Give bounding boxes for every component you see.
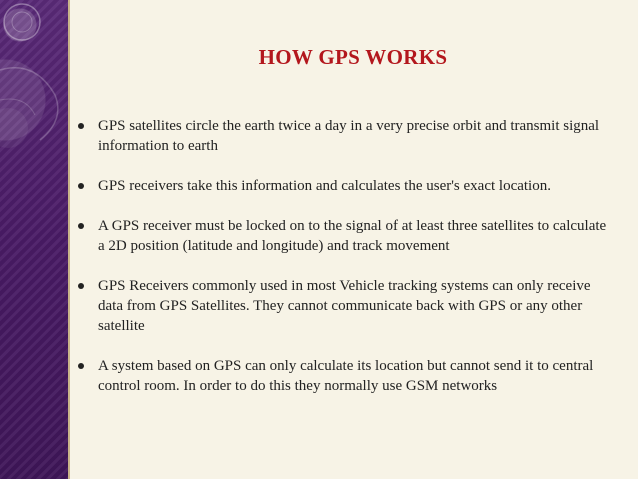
slide-title: HOW GPS WORKS [258,45,448,69]
bullet-item [76,276,616,336]
bullet-text: GPS Receivers commonly used in most Vehicle tracking systems can only receive data from GPS Satellites. They cannot communicate back with GPS or any other satellite [98,278,591,334]
bullet-text: GPS satellites circle the earth twice a day in a very precise orbit and transmit signal information to earth [98,118,600,154]
bullet-text: GPS receivers take this information and calculates the user's exact location. [98,178,551,194]
bullet-icon [78,183,84,189]
bullet-icon [78,283,84,289]
bullet-item [76,176,616,196]
bullet-text: A GPS receiver must be locked on to the signal of at least three satellites to calculate a 2D position (latitude and longitude) and track movement [98,218,607,254]
bullet-icon [78,363,84,369]
decorative-side-strip [0,0,70,479]
bullet-item [76,356,616,396]
bullet-item [76,216,616,256]
bullet-icon [78,123,84,129]
bullet-item [76,116,616,156]
swirl-decoration-icon [0,0,68,170]
bullet-text: A system based on GPS can only calculate its location but cannot send it to central control room. In order to do this they normally use GSM networks [98,358,594,394]
bullet-icon [78,223,84,229]
bullet-list [76,116,616,416]
